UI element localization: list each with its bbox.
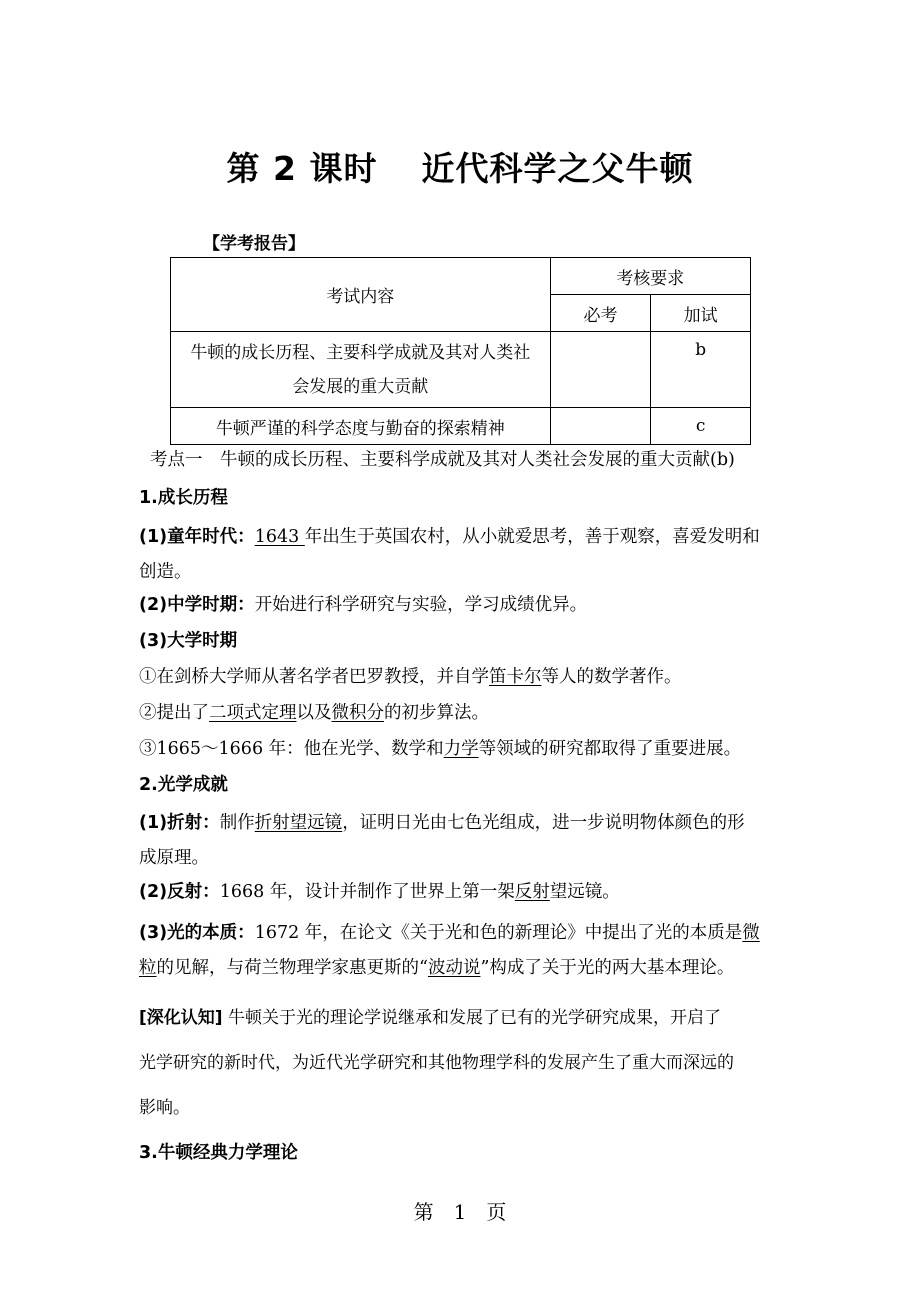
table-row: [171, 332, 751, 408]
header-requirement: 考核要求: [550, 258, 750, 295]
header-extra: 加试: [651, 295, 751, 332]
row-extra: b: [651, 332, 751, 408]
header-content: 考试内容: [171, 258, 551, 332]
row-must: [550, 408, 651, 445]
paragraph: (2)反射：1668 年，设计并制作了世界上第一架反射望远镜。: [139, 882, 620, 902]
table-row: [171, 408, 751, 445]
row-extra: c: [651, 408, 751, 445]
paragraph: (2)中学时期：开始进行科学研究与实验，学习成绩优异。: [139, 595, 588, 615]
header-must: 必考: [550, 295, 651, 332]
paragraph: (1)童年时代：1643 年出生于英国农村，从小就爱思考，善于观察，喜爱发明和 创造。: [139, 527, 760, 582]
row-must: [550, 332, 651, 408]
section-heading: 1.成长历程: [139, 488, 228, 508]
row-content: 牛顿严谨的科学态度与勤奋的探索精神: [171, 408, 551, 445]
paragraph: (3)大学时期: [139, 631, 238, 651]
list-item: ①在剑桥大学师从著名学者巴罗教授，并自学笛卡尔等人的数学著作。: [139, 667, 682, 687]
row-content: 牛顿的成长历程、主要科学成就及其对人类社 会发展的重大贡献: [171, 332, 551, 408]
title-topic: 近代科学之父牛顿: [421, 149, 694, 188]
deep-insight: [深化认知] 牛顿关于光的理论学说继承和发展了已有的光学研究成果，开启了 光学研究的新时代，为近代光学研究和其他物理学科的发展产生了重大而深远的 影响。: [139, 1008, 734, 1118]
section-heading: 3.牛顿经典力学理论: [139, 1143, 298, 1163]
list-item: ②提出了二项式定理以及微积分的初步算法。: [139, 703, 489, 723]
requirements-table: [170, 257, 751, 445]
kaodian-heading: 考点一 牛顿的成长历程、主要科学成就及其对人类社会发展的重大贡献(b): [150, 450, 735, 470]
title-lesson: 第 2 课时: [226, 149, 378, 188]
paragraph: (3)光的本质：1672 年，在论文《关于光和色的新理论》中提出了光的本质是微 粒的见解，与荷兰物理学家惠更斯的“波动说”构成了关于光的两大基本理论。: [139, 923, 760, 978]
paragraph: (1)折射：制作折射望远镜，证明日光由七色光组成，进一步说明物体颜色的形 成原理。: [139, 813, 745, 868]
section-heading: 2.光学成就: [139, 775, 228, 795]
page-number: 第 1 页: [413, 1200, 507, 1224]
report-label: 【学考报告】: [203, 234, 305, 254]
list-item: ③1665～1666 年：他在光学、数学和力学等领域的研究都取得了重要进展。: [139, 739, 742, 759]
page-title: [0, 143, 920, 190]
